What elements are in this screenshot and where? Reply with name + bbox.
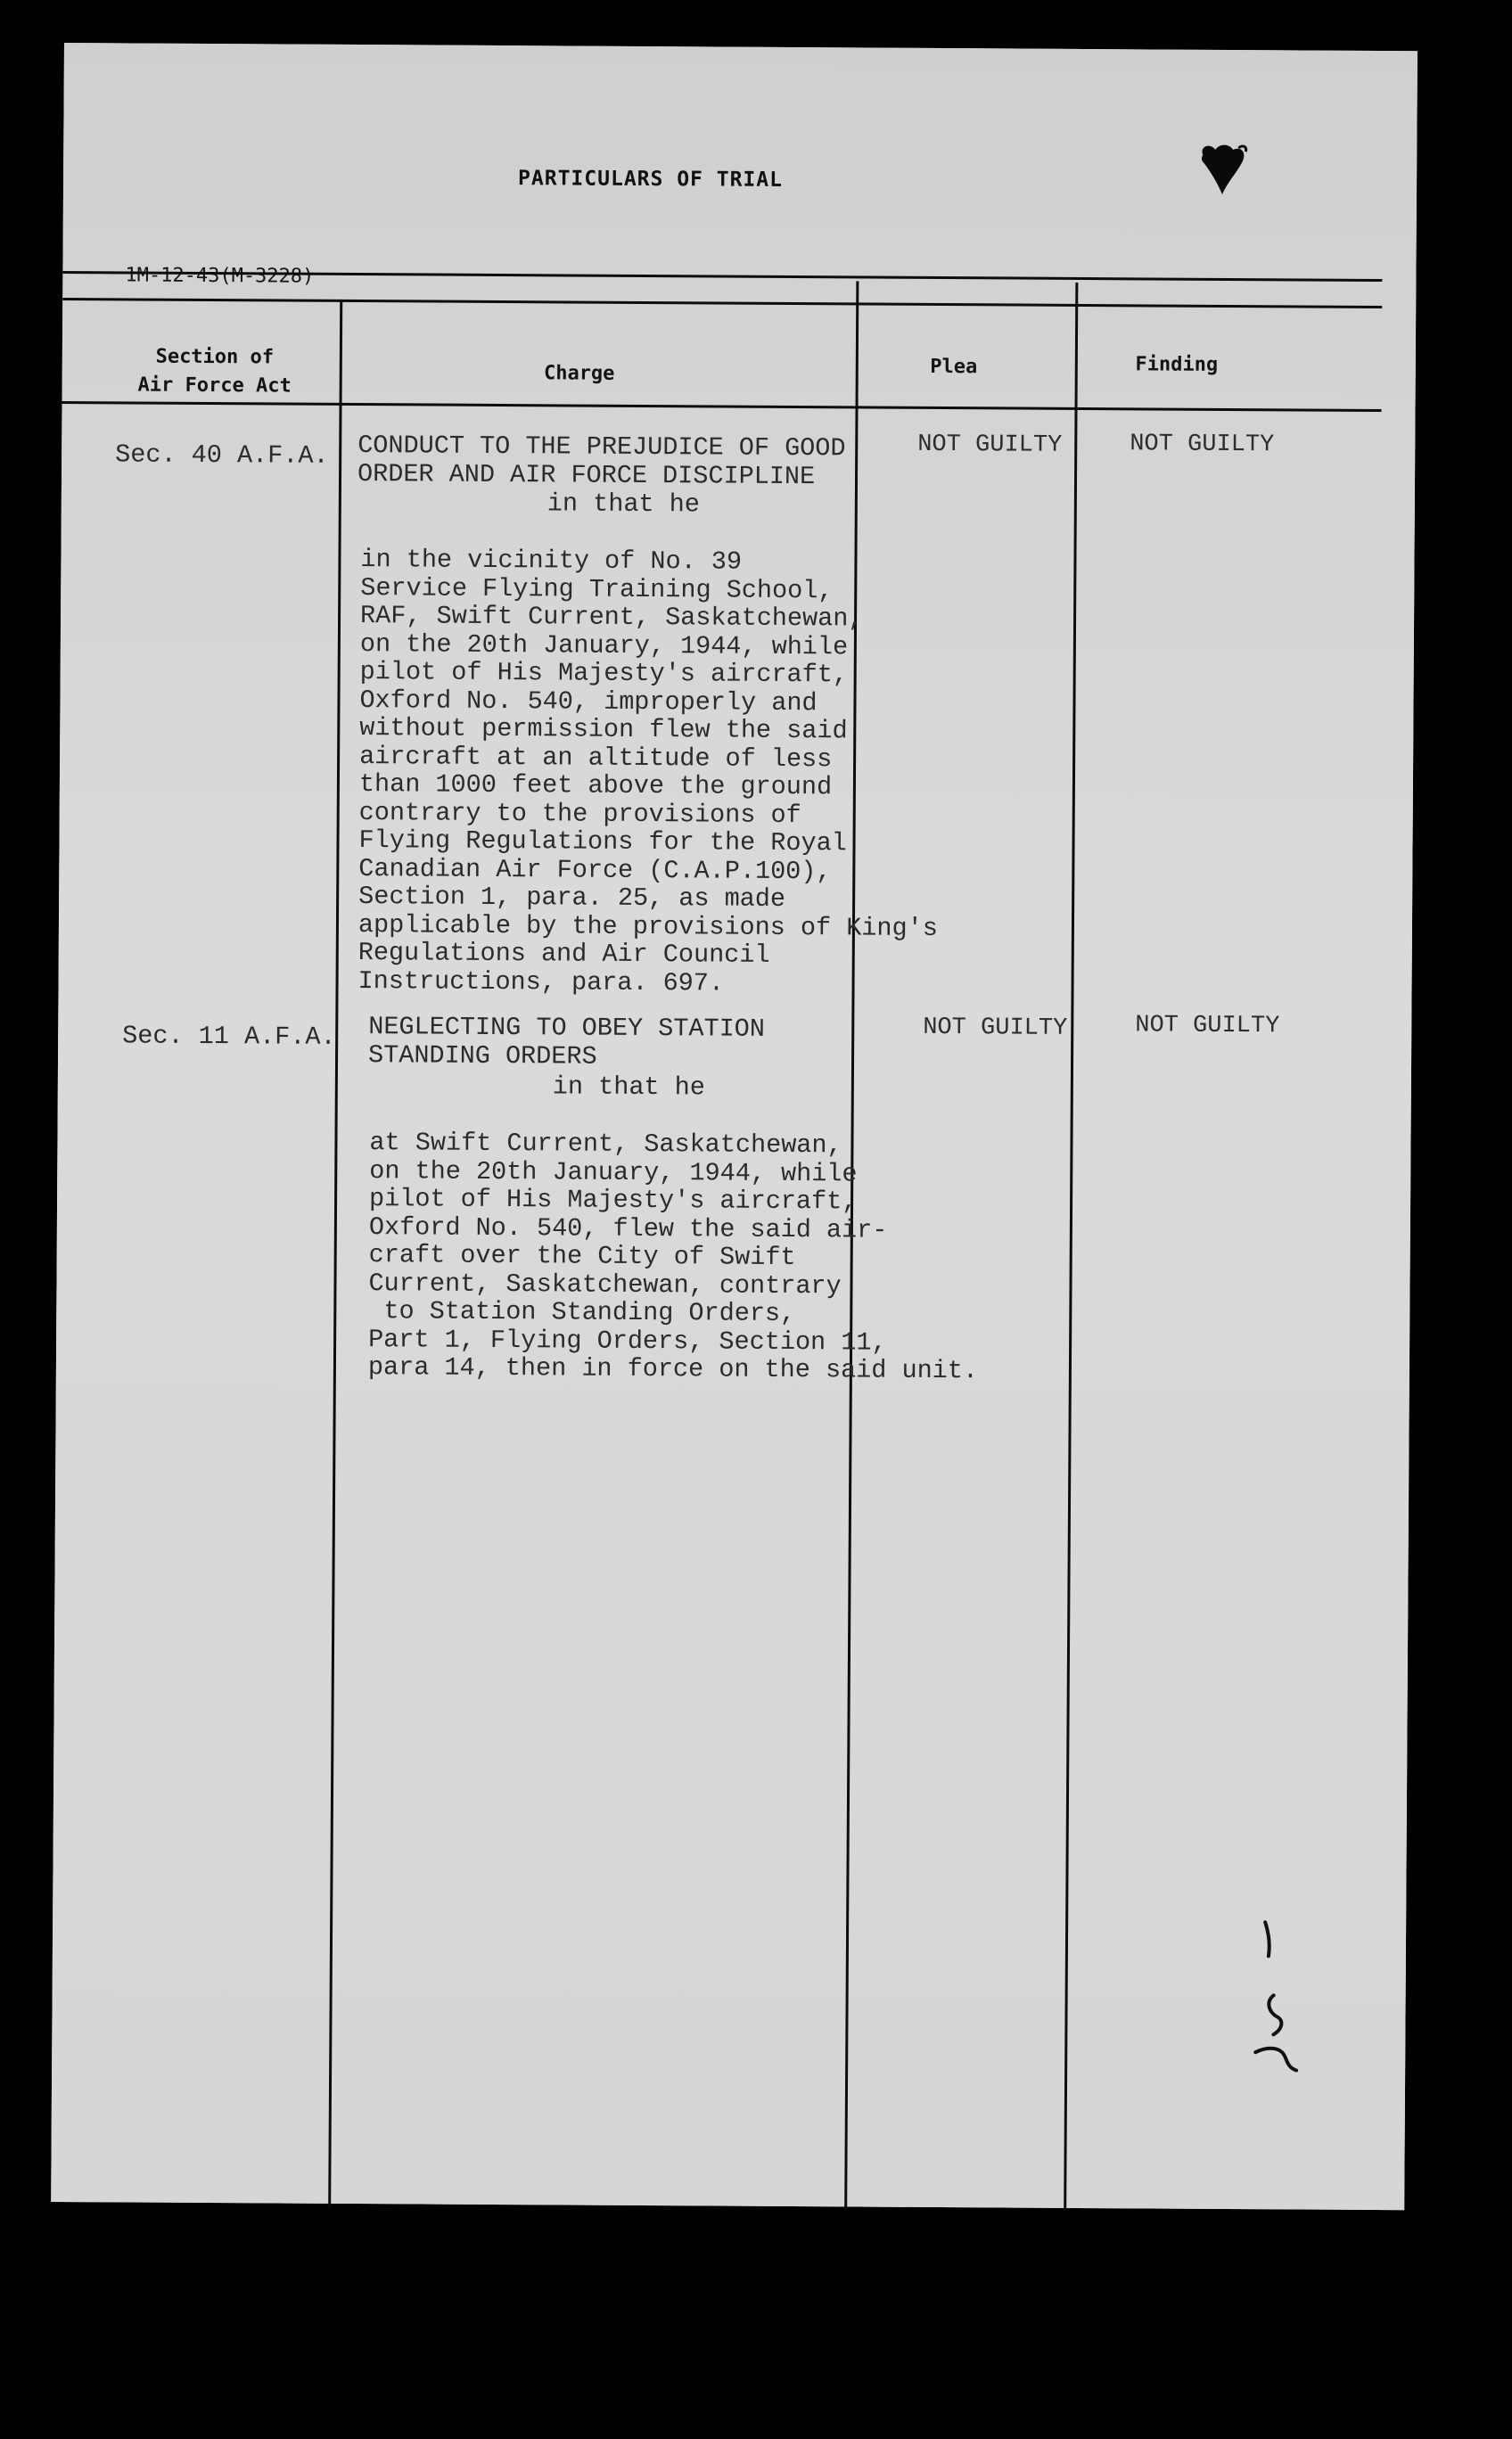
charge-1-plea: NOT GUILTY [917,431,1063,459]
form-code: 1M-12-43(M-3228) [125,264,315,288]
charge-2-plea: NOT GUILTY [923,1014,1068,1042]
charge-2-intro: in that he [552,1072,705,1103]
column-header-finding: Finding [1135,353,1219,376]
column-divider-1 [328,300,342,2207]
column-divider-3 [1064,283,1078,2212]
charge-2-section: Sec. 11 A.F.A. [122,1021,336,1052]
charge-1-particulars: in the vicinity of No. 39 Service Flying Training School, RAF, Swift Current, Saskatchewan, on the 20th January, 1944, while pilot of His Majesty's aircraft, Oxford No. 540, improperly and without permission flew the said aircraft at an altitude of less than 1000 feet above the ground contrary to the provisions of Flying Regulations for the Royal Canadian Air Force (C.A.P.100), Section 1, para. 25, as made applicable by the provisions of King's Regulations and Air Council Instructions, para. 697. [357,545,938,998]
heart-stamp-icon [1197,143,1249,198]
charge-2-particulars: at Swift Current, Saskatchewan, on the 20th January, 1944, while pilot of His Majesty's aircraft, Oxford No. 540, flew the said air- craft over the City of Swift Current, Saskatchewan, contrary to Station Standing Orders, Part 1, Flying Orders, Section 11, para 14, then in force on the said unit. [367,1128,979,1386]
page-title: PARTICULARS OF TRIAL [518,167,784,192]
charge-1-intro: in that he [546,489,700,520]
column-header-charge: Charge [543,362,615,385]
header-bottom-rule [62,401,1382,412]
charge-2-heading: NEGLECTING TO OBEY STATION STANDING ORDERS [367,1012,766,1072]
column-header-plea: Plea [930,355,978,379]
column-header-section: Section of Air Force Act [137,345,292,398]
charge-1-heading: CONDUCT TO THE PREJUDICE OF GOOD ORDER AND AIR FORCE DISCIPLINE [357,431,846,491]
charge-2-finding: NOT GUILTY [1135,1012,1280,1040]
charge-1-section: Sec. 40 A.F.A. [115,439,329,471]
charge-1-finding: NOT GUILTY [1130,431,1275,459]
document-page [51,43,1418,2210]
table-top-rule-2 [62,298,1382,308]
handwritten-initials [1246,1913,1319,2082]
